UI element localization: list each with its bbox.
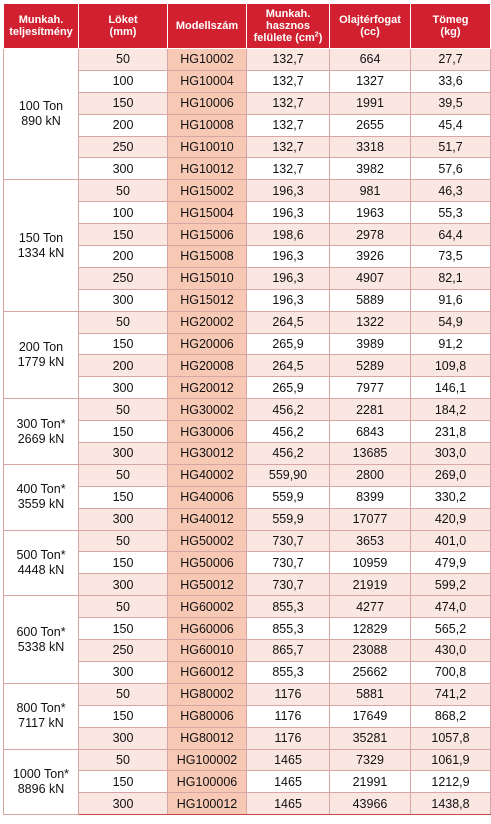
stroke-cell: 50: [79, 683, 168, 705]
stroke-cell: 50: [79, 180, 168, 202]
oil-volume-cell: 5889: [330, 289, 411, 311]
capacity-kn: 2669 kN: [17, 431, 65, 446]
capacity-kn: 890 kN: [21, 114, 61, 129]
oil-volume-cell: 43966: [330, 793, 411, 815]
capacity-cell: [4, 530, 79, 596]
capacity-cell: [4, 749, 79, 815]
area-cell: 730,7: [247, 552, 330, 574]
weight-cell: 269,0: [411, 464, 491, 486]
table-row: [4, 311, 491, 333]
oil-volume-cell: 10959: [330, 552, 411, 574]
stroke-cell: 50: [79, 49, 168, 71]
weight-cell: 401,0: [411, 530, 491, 552]
weight-cell: 565,2: [411, 618, 491, 640]
oil-volume-cell: 3318: [330, 136, 411, 158]
model-cell: HG20012: [168, 377, 247, 399]
weight-cell: 91,6: [411, 289, 491, 311]
model-cell: HG60012: [168, 661, 247, 683]
oil-volume-cell: 1322: [330, 311, 411, 333]
oil-volume-cell: 4907: [330, 267, 411, 289]
capacity-ton: 1000 Ton*: [12, 766, 70, 781]
stroke-cell: 200: [79, 355, 168, 377]
area-cell: 456,2: [247, 421, 330, 443]
area-cell: 196,3: [247, 180, 330, 202]
weight-cell: 868,2: [411, 705, 491, 727]
model-cell: HG20002: [168, 311, 247, 333]
weight-cell: 91,2: [411, 333, 491, 355]
area-cell: 1465: [247, 793, 330, 815]
table-row: [4, 180, 491, 202]
header-area: Munkah. hasznos felülete $(cm^2)$: [247, 4, 330, 49]
area-cell: 559,90: [247, 464, 330, 486]
stroke-cell: 250: [79, 136, 168, 158]
capacity-ton: 500 Ton*: [16, 547, 66, 562]
weight-cell: 700,8: [411, 661, 491, 683]
header-stroke: Löket (mm): [79, 4, 168, 49]
stroke-cell: 50: [79, 311, 168, 333]
model-cell: HG20008: [168, 355, 247, 377]
weight-cell: 146,1: [411, 377, 491, 399]
area-cell: 196,3: [247, 202, 330, 224]
oil-volume-cell: 5881: [330, 683, 411, 705]
stroke-cell: 250: [79, 640, 168, 662]
model-cell: HG50002: [168, 530, 247, 552]
area-cell: 559,9: [247, 486, 330, 508]
model-cell: HG15004: [168, 202, 247, 224]
model-cell: HG10010: [168, 136, 247, 158]
capacity-kn: 3559 kN: [17, 497, 65, 512]
oil-volume-cell: 2800: [330, 464, 411, 486]
capacity-ton: 200 Ton: [18, 339, 64, 354]
stroke-cell: 50: [79, 749, 168, 771]
model-cell: HG30006: [168, 421, 247, 443]
weight-cell: 474,0: [411, 596, 491, 618]
weight-cell: 330,2: [411, 486, 491, 508]
area-cell: 132,7: [247, 136, 330, 158]
model-cell: HG15006: [168, 224, 247, 246]
capacity-kn: 8896 kN: [17, 781, 65, 796]
model-cell: HG15012: [168, 289, 247, 311]
model-cell: HG80002: [168, 683, 247, 705]
stroke-cell: 50: [79, 596, 168, 618]
stroke-cell: 200: [79, 114, 168, 136]
stroke-cell: 150: [79, 705, 168, 727]
capacity-cell: [4, 180, 79, 311]
weight-cell: 33,6: [411, 70, 491, 92]
area-cell: 1176: [247, 683, 330, 705]
capacity-cell: [4, 683, 79, 749]
area-cell: 198,6: [247, 224, 330, 246]
model-cell: HG60010: [168, 640, 247, 662]
area-cell: 264,5: [247, 311, 330, 333]
area-cell: 196,3: [247, 246, 330, 268]
area-cell: 865,7: [247, 640, 330, 662]
capacity-kn: 7117 kN: [18, 716, 64, 731]
oil-volume-cell: 4277: [330, 596, 411, 618]
stroke-cell: 300: [79, 793, 168, 815]
oil-volume-cell: 17649: [330, 705, 411, 727]
capacity-ton: 100 Ton: [18, 99, 64, 114]
area-cell: 265,9: [247, 377, 330, 399]
weight-cell: 231,8: [411, 421, 491, 443]
area-cell: 559,9: [247, 508, 330, 530]
header-capacity: Munkah. teljesítmény: [4, 4, 79, 49]
area-cell: 1465: [247, 771, 330, 793]
weight-cell: 420,9: [411, 508, 491, 530]
weight-cell: 109,8: [411, 355, 491, 377]
oil-volume-cell: 2978: [330, 224, 411, 246]
oil-volume-cell: 3653: [330, 530, 411, 552]
oil-volume-cell: 8399: [330, 486, 411, 508]
model-cell: HG30002: [168, 399, 247, 421]
stroke-cell: 150: [79, 771, 168, 793]
oil-volume-cell: 23088: [330, 640, 411, 662]
model-cell: HG10012: [168, 158, 247, 180]
model-cell: HG40002: [168, 464, 247, 486]
model-cell: HG60006: [168, 618, 247, 640]
area-cell: 1176: [247, 727, 330, 749]
weight-cell: 1212,9: [411, 771, 491, 793]
stroke-cell: 150: [79, 333, 168, 355]
stroke-cell: 50: [79, 464, 168, 486]
capacity-cell: [4, 464, 79, 530]
area-cell: 132,7: [247, 92, 330, 114]
stroke-cell: 100: [79, 202, 168, 224]
oil-volume-cell: 981: [330, 180, 411, 202]
weight-cell: 39,5: [411, 92, 491, 114]
stroke-cell: 300: [79, 289, 168, 311]
weight-cell: 46,3: [411, 180, 491, 202]
oil-volume-cell: 3926: [330, 246, 411, 268]
table-row: [4, 749, 491, 771]
oil-volume-cell: 2281: [330, 399, 411, 421]
weight-cell: 73,5: [411, 246, 491, 268]
model-cell: HG100002: [168, 749, 247, 771]
area-cell: 730,7: [247, 530, 330, 552]
header-oil-volume: Olajtérfogat (cc): [330, 4, 411, 49]
table-row: [4, 530, 491, 552]
weight-cell: 82,1: [411, 267, 491, 289]
weight-cell: 51,7: [411, 136, 491, 158]
oil-volume-cell: 3982: [330, 158, 411, 180]
oil-volume-cell: 12829: [330, 618, 411, 640]
stroke-cell: 300: [79, 661, 168, 683]
model-cell: HG80006: [168, 705, 247, 727]
weight-cell: 64,4: [411, 224, 491, 246]
weight-cell: 1438,8: [411, 793, 491, 815]
model-cell: HG10006: [168, 92, 247, 114]
model-cell: HG15010: [168, 267, 247, 289]
capacity-ton: 150 Ton: [18, 230, 64, 245]
weight-cell: 184,2: [411, 399, 491, 421]
header-row: [4, 4, 491, 49]
weight-cell: 55,3: [411, 202, 491, 224]
area-cell: 132,7: [247, 158, 330, 180]
table-row: [4, 596, 491, 618]
weight-cell: 599,2: [411, 574, 491, 596]
oil-volume-cell: 35281: [330, 727, 411, 749]
capacity-cell: [4, 399, 79, 465]
capacity-kn: 1334 kN: [17, 245, 65, 260]
stroke-cell: 150: [79, 552, 168, 574]
area-cell: 132,7: [247, 70, 330, 92]
area-cell: 730,7: [247, 574, 330, 596]
capacity-kn: 1779 kN: [17, 354, 65, 369]
stroke-cell: 150: [79, 224, 168, 246]
stroke-cell: 50: [79, 399, 168, 421]
area-cell: 132,7: [247, 114, 330, 136]
model-cell: HG40006: [168, 486, 247, 508]
area-cell: 456,2: [247, 443, 330, 465]
area-cell: 132,7: [247, 49, 330, 71]
stroke-cell: 300: [79, 443, 168, 465]
capacity-cell: [4, 311, 79, 399]
weight-cell: 1057,8: [411, 727, 491, 749]
cylinder-spec-table: [3, 3, 491, 815]
area-cell: 1465: [247, 749, 330, 771]
header-weight: Tömeg (kg): [411, 4, 491, 49]
stroke-cell: 300: [79, 574, 168, 596]
weight-cell: 479,9: [411, 552, 491, 574]
model-cell: HG10008: [168, 114, 247, 136]
weight-cell: 45,4: [411, 114, 491, 136]
weight-cell: 1061,9: [411, 749, 491, 771]
area-cell: 855,3: [247, 596, 330, 618]
capacity-ton: 300 Ton*: [16, 416, 66, 431]
model-cell: HG15002: [168, 180, 247, 202]
area-cell: 196,3: [247, 267, 330, 289]
stroke-cell: 300: [79, 158, 168, 180]
oil-volume-cell: 25662: [330, 661, 411, 683]
model-cell: HG50012: [168, 574, 247, 596]
table-row: [4, 49, 491, 71]
model-cell: HG50006: [168, 552, 247, 574]
model-cell: HG15008: [168, 246, 247, 268]
oil-volume-cell: 7329: [330, 749, 411, 771]
capacity-kn: 4448 kN: [17, 562, 65, 577]
stroke-cell: 100: [79, 70, 168, 92]
stroke-cell: 300: [79, 727, 168, 749]
table-row: [4, 464, 491, 486]
stroke-cell: 150: [79, 92, 168, 114]
model-cell: HG30012: [168, 443, 247, 465]
stroke-cell: 150: [79, 618, 168, 640]
area-cell: 265,9: [247, 333, 330, 355]
model-cell: HG100012: [168, 793, 247, 815]
oil-volume-cell: 2655: [330, 114, 411, 136]
area-cell: 264,5: [247, 355, 330, 377]
oil-volume-cell: 5289: [330, 355, 411, 377]
header-model: Modellszám: [168, 4, 247, 49]
weight-cell: 27,7: [411, 49, 491, 71]
model-cell: HG80012: [168, 727, 247, 749]
oil-volume-cell: 1963: [330, 202, 411, 224]
capacity-ton: 800 Ton*: [16, 701, 66, 716]
weight-cell: 741,2: [411, 683, 491, 705]
model-cell: HG10002: [168, 49, 247, 71]
oil-volume-cell: 1991: [330, 92, 411, 114]
oil-volume-cell: 1327: [330, 70, 411, 92]
table-body: [4, 49, 491, 815]
weight-cell: 430,0: [411, 640, 491, 662]
stroke-cell: 300: [79, 377, 168, 399]
oil-volume-cell: 6843: [330, 421, 411, 443]
stroke-cell: 150: [79, 421, 168, 443]
stroke-cell: 250: [79, 267, 168, 289]
model-cell: HG100006: [168, 771, 247, 793]
area-cell: 456,2: [247, 399, 330, 421]
capacity-cell: [4, 49, 79, 180]
weight-cell: 57,6: [411, 158, 491, 180]
weight-cell: 303,0: [411, 443, 491, 465]
oil-volume-cell: 21991: [330, 771, 411, 793]
table-row: [4, 399, 491, 421]
stroke-cell: 50: [79, 530, 168, 552]
oil-volume-cell: 17077: [330, 508, 411, 530]
capacity-cell: [4, 596, 79, 684]
area-cell: 855,3: [247, 661, 330, 683]
model-cell: HG10004: [168, 70, 247, 92]
model-cell: HG20006: [168, 333, 247, 355]
oil-volume-cell: 7977: [330, 377, 411, 399]
stroke-cell: 300: [79, 508, 168, 530]
weight-cell: 54,9: [411, 311, 491, 333]
model-cell: HG60002: [168, 596, 247, 618]
capacity-ton: 400 Ton*: [16, 482, 66, 497]
oil-volume-cell: 664: [330, 49, 411, 71]
area-cell: 855,3: [247, 618, 330, 640]
area-cell: 196,3: [247, 289, 330, 311]
oil-volume-cell: 13685: [330, 443, 411, 465]
capacity-kn: 5338 kN: [17, 639, 65, 654]
oil-volume-cell: 3989: [330, 333, 411, 355]
stroke-cell: 150: [79, 486, 168, 508]
capacity-ton: 600 Ton*: [16, 624, 66, 639]
model-cell: HG40012: [168, 508, 247, 530]
stroke-cell: 200: [79, 246, 168, 268]
oil-volume-cell: 21919: [330, 574, 411, 596]
area-cell: 1176: [247, 705, 330, 727]
table-row: [4, 683, 491, 705]
